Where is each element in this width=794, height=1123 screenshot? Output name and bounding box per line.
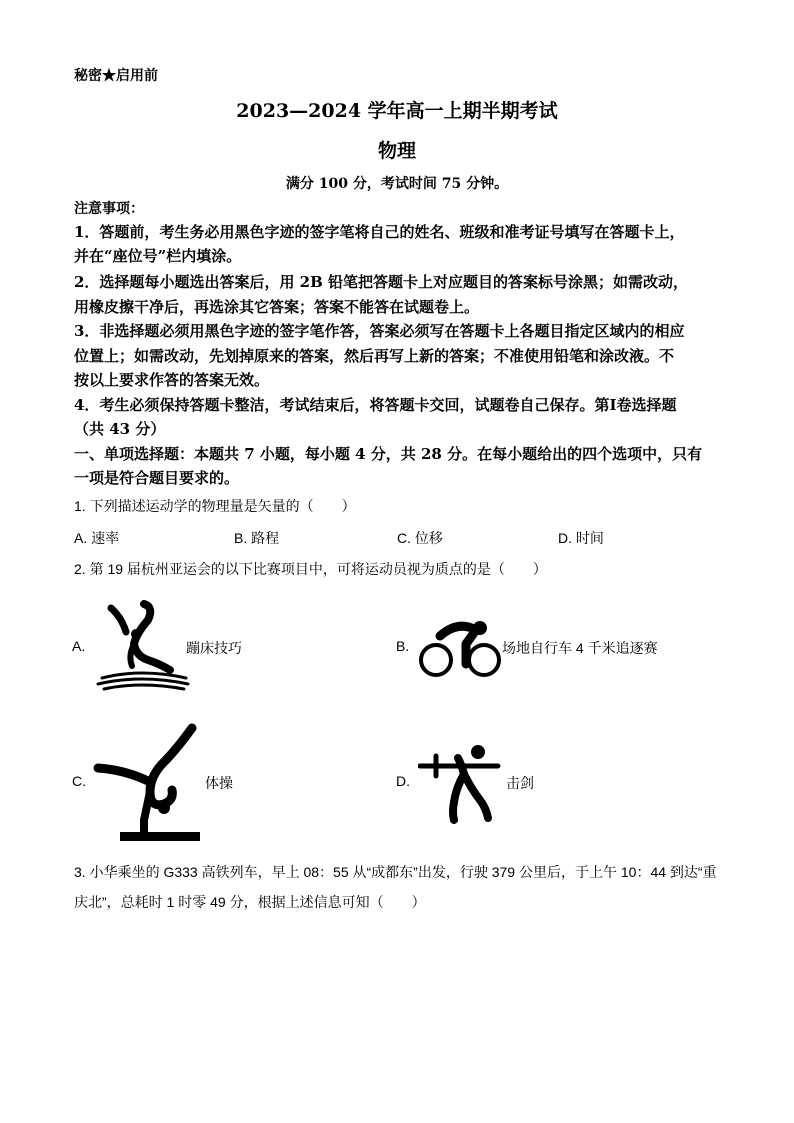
notes-line: 3．非选择题必须用黑色字迹的签字笔作答，答案必须写在答题卡上各题目指定区域内的相应 xyxy=(74,322,685,340)
notes-line: 位置上；如需改动，先划掉原来的答案，然后再写上新的答案；不准使用铅笔和涂改液。不 xyxy=(74,347,675,365)
q2-option-b-label: 场地自行车 4 千米追逐赛 xyxy=(502,640,658,656)
notes-line: 1．答题前，考生务必用黑色字迹的签字笔将自己的姓名、班级和准考证号填写在答题卡上， xyxy=(74,223,685,241)
q2-option-c-label: 体操 xyxy=(205,775,233,791)
question-3-stem-cont: 庆北”，总耗时 1 时零 49 分，根据上述信息可知（ ） xyxy=(74,894,426,910)
trampoline-icon xyxy=(96,598,192,694)
q1-option-a: A. 速率 xyxy=(74,530,120,546)
notes-line: （共 43 分） xyxy=(74,420,166,438)
q2-option-d-letter: D. xyxy=(396,773,410,789)
notes-line: 2．选择题每小题选出答案后，用 2B 铅笔把答题卡上对应题目的答案标号涂黑；如需改动， xyxy=(74,273,689,291)
q1-option-b: B. 路程 xyxy=(234,530,280,546)
q2-option-b-letter: B. xyxy=(396,638,410,654)
q2-option-c-letter: C. xyxy=(72,773,86,789)
q2-option-d-label: 击剑 xyxy=(506,775,534,791)
question-2-stem: 2. 第 19 届杭州亚运会的以下比赛项目中，可将运动员视为质点的是（ ） xyxy=(74,561,547,577)
gymnastics-icon xyxy=(92,720,212,848)
exam-info: 满分 100 分，考试时间 75 分钟。 xyxy=(285,176,509,192)
notes-line: 4．考生必须保持答题卡整洁，考试结束后，将答题卡交回，试题卷自己保存。第Ⅰ卷选择题 xyxy=(74,396,677,414)
question-1-stem: 1. 下列描述运动学的物理量是矢量的（ ） xyxy=(74,498,356,514)
fencing-icon xyxy=(418,740,504,824)
q1-option-c: C. 位移 xyxy=(397,530,443,546)
q2-option-a-letter: A. xyxy=(72,638,86,654)
section-heading: 一、单项选择题：本题共 7 小题，每小题 4 分，共 28 分。在每小题给出的四个选项中，只有 xyxy=(74,445,703,463)
subject-title: 物理 xyxy=(377,140,416,162)
question-3-stem: 3. 小华乘坐的 G333 高铁列车，早上 08：55 从“成都东”出发，行驶 379 公里后，于上午 10：44 到达“重 xyxy=(74,864,717,880)
track-cycling-icon xyxy=(418,612,504,680)
section-heading-cont: 一项是符合题目要求的。 xyxy=(74,469,240,487)
notes-line: 按以上要求作答的答案无效。 xyxy=(74,371,270,389)
notes-heading: 注意事项： xyxy=(74,201,144,217)
notes-line: 并在“座位号”栏内填涂。 xyxy=(74,247,242,265)
secret-label: 秘密★启用前 xyxy=(74,68,158,84)
exam-title: 2023—2024 学年高一上期半期考试 xyxy=(236,100,558,122)
q1-option-d: D. 时间 xyxy=(558,530,604,546)
notes-line: 用橡皮擦干净后，再选涂其它答案；答案不能答在试题卷上。 xyxy=(74,298,480,316)
q2-option-a-label: 蹦床技巧 xyxy=(186,640,242,656)
